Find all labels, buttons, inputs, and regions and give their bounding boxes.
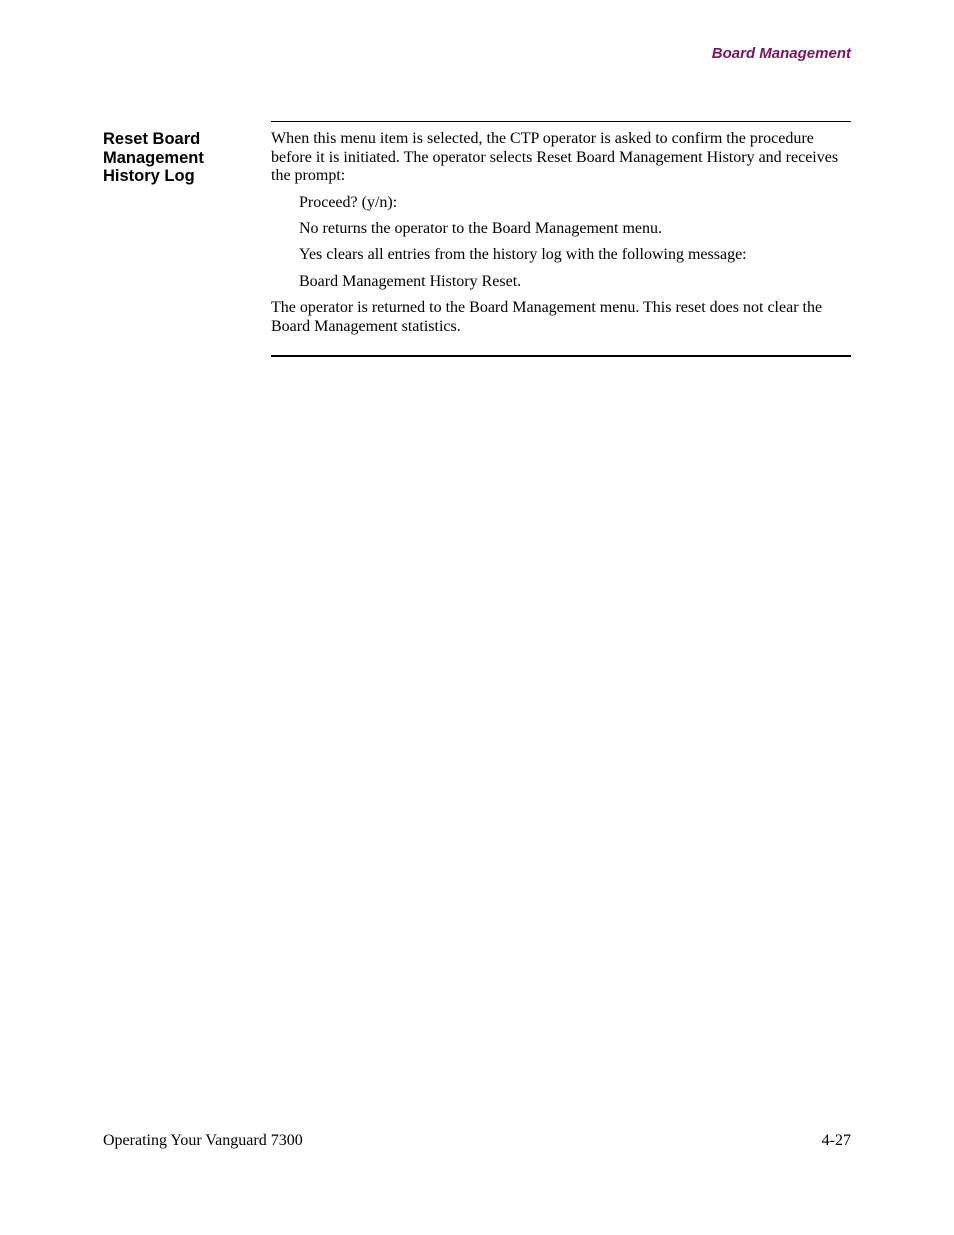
intro-paragraph: When this menu item is selected, the CTP operator is asked to confirm the procedure before it is initiated. The operator selects Reset Board Management History and receives the prompt: bbox=[271, 130, 839, 185]
yes-option-text: Yes clears all entries from the history log with the following message: bbox=[299, 246, 747, 264]
section-bottom-rule bbox=[271, 355, 851, 357]
closing-paragraph: The operator is returned to the Board Management menu. This reset does not clear the Board Management statistics. bbox=[271, 299, 823, 335]
footer-page-number: 4-27 bbox=[821, 1132, 851, 1149]
section-top-rule bbox=[271, 121, 851, 122]
running-header-title: Board Management bbox=[711, 45, 851, 62]
section-heading-line-3: History Log bbox=[103, 167, 195, 185]
reset-message-text: Board Management History Reset. bbox=[299, 272, 522, 290]
prompt-text: Proceed? (y/n): bbox=[299, 193, 398, 211]
section-heading bbox=[103, 130, 263, 186]
section-body bbox=[271, 130, 853, 336]
footer-document-title: Operating Your Vanguard 7300 bbox=[103, 1132, 303, 1149]
section-heading-line-1: Reset Board bbox=[103, 130, 201, 148]
section-heading-line-2: Management bbox=[103, 148, 204, 167]
no-option-text: No returns the operator to the Board Management menu. bbox=[299, 219, 662, 237]
